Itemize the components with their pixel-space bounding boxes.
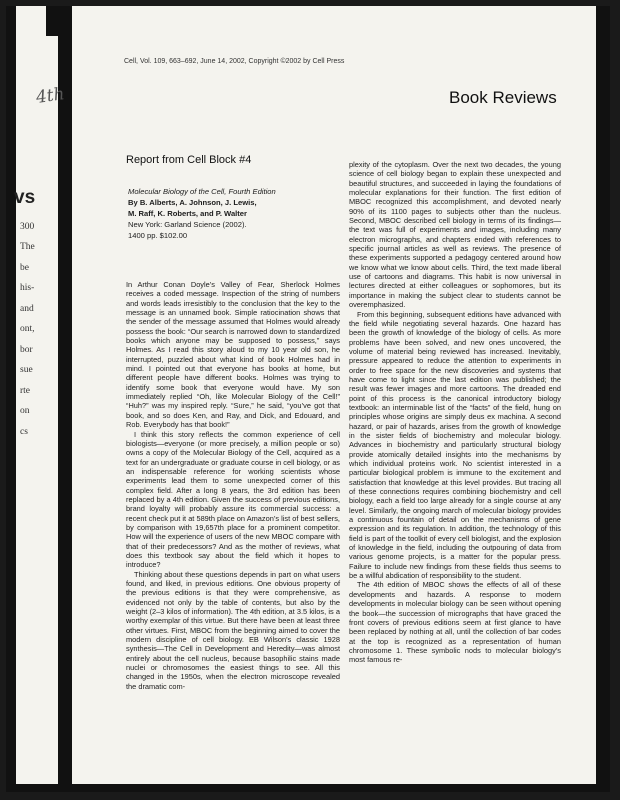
- bottom-edge-bar: [6, 784, 610, 792]
- fragment-heading: vs: [14, 187, 36, 208]
- gutter-shadow: [58, 6, 72, 792]
- fragment-line: bor: [20, 344, 33, 355]
- fragment-line: his-: [20, 283, 35, 293]
- left-binding-edge: [6, 6, 16, 792]
- right-edge-bar: [596, 6, 610, 792]
- fragment-line: be: [20, 262, 29, 273]
- fragment-line: sue: [20, 365, 33, 375]
- fragment-line: on: [20, 406, 30, 416]
- page-sheet: [6, 6, 610, 792]
- book-pages-price: 1400 pp. $102.00: [128, 231, 188, 240]
- book-title: Molecular Biology of the Cell, Fourth Edition: [128, 187, 276, 196]
- paragraph: plexity of the cytoplasm. Over the next two decades, the young science of cell biology began to explain these unexpected and beautiful structures, and succeeded in laying the foundations of molecular explanations for their function. The first edition of MBOC recognized this accomplishment, and devoted nearly 90% of its 1100 pages to subjects other than the nucleus. Second, MBOC described cell biology in terms of its findings—the text was full of experiments and images, including many electron micrographs, and chapters ended with references to specific journal articles as well as reviews. The presence of these experiments supported a pedagogy centered around how we know what we know about cells. Third, the text made liberal use of cartoons and diagrams. This habit is now universal in lectures directed at either colleagues or sophomores, but its importance in making the subject clear to students cannot be overemphasized.: [349, 160, 561, 310]
- paragraph: The 4th edition of MBOC shows the effects of all of these developments and hazards. A response to modern developments in molecular biology can be seen without opening the book—the succession of micrographs that have graced the front covers of previous editions seem at first glance to have been replaced by nothing at all, until the collection of bar codes at the top is recognized as a representation of human chromosome 1. These symbolic nods to molecular biology’s most famous re-: [349, 580, 561, 665]
- fragment-line: The: [20, 242, 35, 252]
- book-authors-line-1: By B. Alberts, A. Johnson, J. Lewis,: [128, 198, 257, 207]
- book-authors-line-2: M. Raff, K. Roberts, and P. Walter: [128, 209, 247, 218]
- book-info: [128, 186, 276, 241]
- right-text-column: [349, 160, 561, 665]
- fragment-line: cs: [20, 426, 28, 437]
- book-publisher: New York: Garland Science (2002).: [128, 220, 247, 229]
- section-title: Book Reviews: [449, 88, 557, 107]
- paragraph: I think this story reflects the common experience of cell biologists—everyone (or more precisely, a million people or so) owns a copy of the Molecular Biology of the Cell, acquired as a text for an undergraduate or graduate course in cell biology, or as an indispensable reference for working scientists whose experiments lead them to some unexpected corner of this complex field. After a long 8 years, the 3rd edition has been replaced by a 4th edition. Given the success of previous editions, brand loyalty will probably assure its commercial success: a recent check put it at 589th place on Amazon’s list of best sellers, by comparison with 19,657th place for a prominent competitor. How will the experience of users of the new MBOC compare with that of their predecessors? And as the mother of reviews, what does this textbook say about the field which it hopes to introduce?: [126, 429, 340, 570]
- paragraph: In Arthur Conan Doyle’s Valley of Fear, Sherlock Holmes receives a coded message. Inspection of the string of numbers and words leads irresistibly to the conclusion that the key to the message is an unnamed book. Simple ratiocination shows that the sender of the message assumed that Holmes would already possess the book: “Our search is narrowed down to standardized books which anyone may be supposed to possess,” says Holmes. As I read this story aloud to my 10 year old son, he interrupted, puzzled about what kind of book Holmes had in mind. I pointed out that everyone has books at home, but different people have different books. Holmes was trying to identify some book that everyone would have. My son immediately replied “Oh, like Molecular Biology of the Cell!” “Huh?” was my inspired reply. “Sure,” he said, “you’ve got that book, and so does Ken, and Ray, and Dick, and Edouard, and Rob. Everybody has that book!”: [126, 280, 340, 430]
- handwritten-note: 4th: [34, 84, 66, 108]
- fragment-line: and: [20, 303, 34, 314]
- fragment-line: rte: [20, 385, 31, 396]
- paragraph: From this beginning, subsequent editions have advanced with the field while negotiating several hazards. One hazard has been the growth of knowledge of the biology of cells. As more problems have been solved, and new ones uncovered, the volume of material being reviewed has increased. Inevitably, pressure appeared to reduce the attention to experiments in order to free space for the new discoveries and systems that have come to light since the last edition was published; the result was fewer images and more cartoons. The dreaded end point of this process is the canonical introductory biology textbook: an interminable list of the “facts” of the field, hung on principles whose origins are simply deus ex machina. A second hazard, or pair of hazards, arises from the growth of knowledge in the sister fields of biochemistry and molecular biology. Advances in biochemistry and particularly structural biology provide atomically detailed insights into the mechanisms by which individual proteins work. No scientist interested in a particular biological problem is immune to the excitement and satisfaction that knowledge at this level provides. But tracing all of these connections requires combining biochemistry and cell biology, each a field too large already for a single course at any level. Similarly, the ongoing march of molecular biology provides a continuous fountain of detail on the mechanisms of gene expression and its regulation. In addition, the technology of this field is part of the toolkit of every cell biologist, and the explosion of knowledge in the field, including the outpouring of data from various genome projects, is a matter for the popular press. Failure to include new findings from these fields thus seems to be a willful abdication of responsibility to the student.: [349, 309, 561, 581]
- review-title: Report from Cell Block #4: [126, 154, 252, 166]
- fragment-line: ont,: [20, 324, 35, 334]
- left-text-column: [126, 280, 340, 691]
- journal-citation: Cell, Vol. 109, 663–692, June 14, 2002, Copyright ©2002 by Cell Press: [124, 58, 345, 65]
- fragment-line: 300: [20, 221, 35, 232]
- adjacent-page-fragment: [14, 187, 50, 442]
- paragraph: Thinking about these questions depends in part on what users found, and liked, in previous editions. One obvious property of the previous editions is that they were comprehensive, as evidenced not only by the table of contents, but also by the weight (2–3 kilos of information). The 4th edition, at 3.5 kilos, is a worthy exemplar of this virtue. But there have been at least three other virtues. First, MBOC from the beginning aimed to cover the modern discipline of cell biology. EB Wilson’s classic 1928 synthesis—The Cell in Development and Heredity—was almost entirely about the cell nucleus, because basophilic stains made nuclei or chromosomes the easiest things to see. All this changed in the 1950s, when the electron microscope revealed the dramatic com-: [126, 569, 340, 691]
- gutter-shadow-top: [46, 6, 64, 36]
